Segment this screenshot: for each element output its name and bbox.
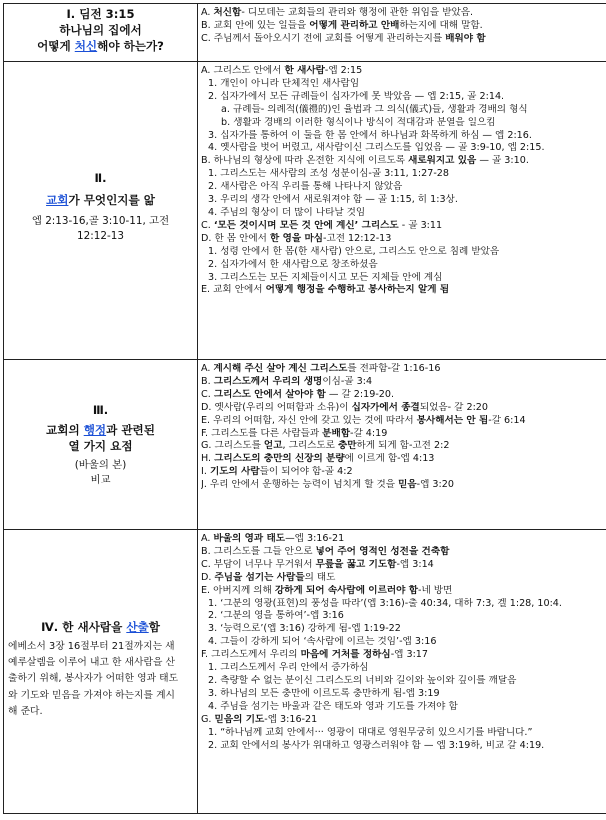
outline-line [201,727,606,740]
section-3-title: Ⅲ. [4,402,197,418]
outline-text: - 골 3:11 [399,220,442,231]
outline-line [201,533,606,546]
outline-text: -네 방면 [418,585,452,596]
outline-text: 2. 십자가에서 한 새사람으로 창조하셨음 [208,259,378,270]
outline-text: E. 우리의 어떠함, 자신 안에 갖고 있는 것에 따라서 [201,415,417,426]
outline-emphasis: 한 영을 마심 [270,233,323,244]
section-4-desc-line: 예루살렘을 이루어 내고 한 새사람을 산 [8,655,193,671]
section-4-title [4,619,197,635]
outline-text: , 그리스도로 [282,440,338,451]
outline-text: —엡 3:16-21 [285,533,344,544]
outline-line [201,662,606,675]
outline-text: E. 교회 안에서 [201,284,266,295]
outline-line [201,636,606,649]
section-1-subtitle: 하나님의 집에서 [4,22,197,38]
outline-emphasis: 그리스도 안에서 살아야 함 [214,389,326,400]
outline-text: 1. 그리스도는 새사람의 조성 성분이심-골 3:11, 1:27-28 [208,168,449,179]
outline-text: a. 규례들- 의례적(儀禮的)인 율법과 그 의식(儀式)들, 생활과 경배의 형식 [221,104,528,115]
section-4-desc-line: 와 기도와 믿음을 가져야 하는지를 계시 [8,688,193,704]
outline-line [201,428,606,441]
outline-emphasis: 바울의 영과 태도 [214,533,286,544]
outline-text: -갈 4:19 [350,428,387,439]
outline-line [201,376,606,389]
outline-line [201,20,606,33]
outline-line [201,559,606,572]
outline-text: B. [201,376,214,387]
outline-text: D. 옛사람(우리의 어떠함과 소유)이 [201,402,352,413]
outline-text: — 골 3:10. [476,155,529,166]
section-2-subtitle-suffix: 가 무엇인지를 앎 [68,193,154,207]
section-1-row [4,4,606,62]
outline-text: C. [201,389,214,400]
outline-line [201,402,606,415]
outline-line [201,389,606,402]
outline-text: 3. 하나님의 모든 충만에 이르도록 충만하게 됨-엡 3:19 [208,688,440,699]
outline-line [201,585,606,598]
outline-text: 1. ‘그분의 영광(표현)의 풍성을 따라’(엡 3:16)-출 40:34, 대하 7:3, 겔 1:28, 10:4. [208,598,562,609]
outline-line [201,649,606,662]
outline-emphasis: 십자가에서 종결 [352,402,420,413]
outline-text: 2. 새사람은 아직 우리를 통해 나타나지 않았음 [208,181,402,192]
outline-emphasis: 어떻게 관리하고 안배 [309,20,399,31]
outline-line [201,142,606,155]
outline-text: -갈 6:14 [488,415,525,426]
section-4-row [4,530,606,814]
outline-line [201,78,606,91]
outline-emphasis: 무릎을 꿇고 기도함 [316,559,397,570]
outline-table [3,3,606,814]
link-conduct[interactable]: 처신 [75,39,97,53]
section-4-title-suffix: 함 [149,620,160,634]
section-4-title-prefix: Ⅳ. 한 새사람을 [41,620,126,634]
outline-emphasis: 배워야 함 [445,33,485,44]
section-1-question-suffix: 해야 하는가? [97,39,164,53]
section-3-note-2: 비교 [4,473,197,488]
outline-line [201,33,606,46]
outline-text: 2. 교회 안에서의 봉사가 위대하고 영광스러워야 함 — 엡 3:19하, 비교 갈 4:19. [208,740,544,751]
section-4-desc-line: 해 준다. [8,704,193,720]
outline-text: 되었음- 갈 2:20 [420,402,488,413]
outline-emphasis: 어떻게 행정을 수행하고 봉사하는지 알게 됨 [266,284,450,295]
outline-text: 3. ‘능력으로’(엡 3:16) 강하게 됨-엡 1:19-22 [208,623,401,634]
section-1-title: Ⅰ. 딤전 3:15 [4,6,197,22]
outline-emphasis: 분배함 [322,428,350,439]
section-3-row [4,360,606,530]
outline-emphasis: 그리스도의 충만의 신장의 분량 [214,453,345,464]
outline-text: 4. 주님을 섬기는 바울과 같은 태도와 영과 기도를 가져야 함 [208,701,458,712]
outline-text: b. 생활과 경배의 이러한 형식이나 방식이 적대감과 분열을 일으킴 [221,117,496,128]
section-3-subtitle-prefix: 교회의 [46,423,84,437]
outline-line [201,220,606,233]
outline-text: D. 한 몸 안에서 [201,233,270,244]
outline-text: 1. 개인이 아니라 단체적인 새사람임 [208,78,359,89]
outline-text: C. 주님께서 돌아오시기 전에 교회를 어떻게 관리하는지를 [201,33,445,44]
outline-text: 4. 옛사람을 벗어 버렸고, 새사람이신 그리스도를 입었음 — 골 3:9-10, 엡 2:15. [208,142,545,153]
outline-text: 하는지에 대해 말함. [399,20,482,31]
outline-line [201,415,606,428]
outline-text: A. [201,7,214,18]
section-1-heading-cell [4,4,198,62]
outline-text: 1. 그리스도께서 우리 안에서 증가하심 [208,662,368,673]
section-3-heading-cell [4,360,198,530]
section-4-content [198,530,606,814]
section-1-question [4,38,197,54]
outline-line [201,546,606,559]
outline-line [201,65,606,78]
outline-text: -엡 2:15 [325,65,362,76]
outline-emphasis: 믿음의 기도 [215,714,265,725]
outline-emphasis: 새로워지고 있음 [408,155,476,166]
section-4-heading-cell [4,530,198,814]
outline-line [201,284,606,297]
outline-text: 에 이르게 함-엡 4:13 [345,453,435,464]
outline-text: 2. 십자가에서 모든 규례들이 십자가에 못 박았음 — 엡 2:15, 골 2:14. [208,91,504,102]
link-administration[interactable]: 행정 [84,423,106,437]
section-3-content [198,360,606,530]
outline-text: 를 전파함-갈 1:16-16 [347,363,440,374]
outline-emphasis: 그리스도께서 우리의 생명 [214,376,323,387]
outline-text: 1. 성령 안에서 한 몸(한 새사람) 안으로, 그리스도 안으로 침례 받았음 [208,246,499,257]
section-4-desc-line: 에베소서 3장 16절부터 21절까지는 새 [8,639,193,655]
link-church[interactable]: 교회 [46,193,68,207]
outline-line [201,233,606,246]
outline-emphasis: 계시해 주신 살아 계신 그리스도 [214,363,348,374]
outline-emphasis: 기도의 사람 [210,466,260,477]
section-1-content [198,4,606,62]
outline-emphasis: ‘모든 것이시며 모든 것 안에 계신’ 그리스도 [214,220,399,231]
section-4-description [4,639,197,720]
outline-text: F. 그리스도께서 우리의 [201,649,301,660]
outline-text: — 갈 2:19-20. [326,389,394,400]
outline-line [201,572,606,585]
outline-text: A. 그리스도 안에서 [201,65,284,76]
outline-line [201,610,606,623]
outline-line [201,168,606,181]
outline-line [201,104,606,117]
section-2-heading-cell [4,62,198,360]
outline-text: 4. 주님의 형상이 더 많이 나타날 것임 [208,207,365,218]
outline-emphasis: 한 새사람 [284,65,324,76]
outline-line [201,714,606,727]
section-2-row [4,62,606,360]
outline-text: -고전 12:12-13 [323,233,391,244]
outline-line [201,701,606,714]
outline-text: 4. 그들이 강하게 되어 ‘속사람에 이르는 것임’-엡 3:16 [208,636,436,647]
outline-line [201,194,606,207]
section-3-subtitle [4,422,197,438]
outline-text: -엡 3:20 [417,479,454,490]
outline-line [201,155,606,168]
outline-text: 2. 측량할 수 없는 분이신 그리스도의 너비와 길이와 높이와 깊이를 깨달음 [208,675,516,686]
outline-text: I. [201,466,210,477]
outline-emphasis: 주님을 섬기는 사람들 [215,572,305,583]
outline-text: 3. 그리스도는 모든 지체들이시고 모든 지체들 안에 계심 [208,272,442,283]
outline-emphasis: 믿음 [398,479,417,490]
section-3-points: 열 가지 요점 [4,438,197,454]
outline-text: -엡 3:14 [396,559,433,570]
outline-emphasis: 충만 [338,440,357,451]
outline-line [201,363,606,376]
outline-line [201,440,606,453]
section-4-desc-line: 출하기 위해, 봉사자가 어떠한 영과 태도 [8,671,193,687]
outline-line [201,598,606,611]
outline-line [201,453,606,466]
section-3-subtitle-suffix: 과 관련된 [106,423,155,437]
outline-line [201,466,606,479]
section-2-content [198,62,606,360]
outline-text: -엡 3:17 [391,649,428,660]
section-2-ref-line-1: 엡 2:13-16,골 3:10-11, 고전 [4,214,197,229]
outline-text: D. [201,572,215,583]
outline-text: 1. “하나님께 교회 안에서··· 영광이 대대로 영원무궁히 있으시기를 바랍니다.” [208,727,532,738]
section-3-note-1: (바울의 본) [4,458,197,473]
outline-text: 3. 우리의 생각 안에서 새로워져야 함 — 골 1:15, 히 1:3상. [208,194,458,205]
outline-line [201,207,606,220]
outline-emphasis: 얻고 [264,440,283,451]
outline-line [201,740,606,753]
outline-line [201,272,606,285]
outline-text: 들이 되어야 함-골 4:2 [260,466,353,477]
outline-text: -엡 3:16-21 [264,714,317,725]
outline-line [201,688,606,701]
outline-line [201,117,606,130]
outline-emphasis: 넣어 주어 영적인 성전을 건축함 [316,546,450,557]
outline-emphasis: 강하게 되어 속사람에 이르러야 함 [275,585,418,596]
outline-text: 하게 되게 함-고전 2:2 [357,440,450,451]
outline-line [201,130,606,143]
outline-text: B. 하나님의 형상에 따라 온전한 지식에 이르도록 [201,155,408,166]
outline-line [201,246,606,259]
outline-line [201,7,606,20]
link-produce[interactable]: 산출 [126,620,148,634]
outline-text: C. 부담이 너무나 무거워서 [201,559,316,570]
outline-line [201,181,606,194]
outline-text: 이심-골 3:4 [322,376,372,387]
outline-emphasis: 마음에 거처를 정하심 [301,649,391,660]
section-1-question-prefix: 어떻게 [37,39,75,53]
outline-text: A. [201,533,214,544]
outline-text: J. 우리 안에서 운행하는 능력이 넘치게 할 것을 [201,479,398,490]
outline-text: F. 그리스도를 다른 사람들과 [201,428,322,439]
outline-line [201,479,606,492]
outline-text: G. 그리스도를 [201,440,264,451]
outline-emphasis: 봉사해서는 안 됨 [417,415,489,426]
outline-text: B. 그리스도를 그들 안으로 [201,546,316,557]
section-2-ref-line-2: 12:12-13 [4,229,197,244]
outline-text: G. [201,714,215,725]
outline-line [201,675,606,688]
outline-line [201,259,606,272]
outline-text: A. [201,363,214,374]
outline-text: 의 태도 [305,572,336,583]
outline-text: 2. ‘그분의 영을 통하여’-엡 3:16 [208,610,344,621]
outline-text: H. [201,453,214,464]
outline-text: - 디모데는 교회들의 관리와 행정에 관한 위임을 받았음. [241,7,473,18]
section-2-title: Ⅱ. [4,170,197,186]
outline-emphasis: 처신함 [214,7,242,18]
outline-line [201,91,606,104]
outline-line [201,623,606,636]
section-2-subtitle [4,192,197,208]
outline-text: B. 교회 안에 있는 일들을 [201,20,309,31]
outline-text: E. 아버지께 의해 [201,585,275,596]
outline-text: C. [201,220,214,231]
outline-text: 3. 십자가를 통하여 이 둘을 한 몸 안에서 하나님과 화목하게 하심 — 엡 2:16. [208,130,532,141]
